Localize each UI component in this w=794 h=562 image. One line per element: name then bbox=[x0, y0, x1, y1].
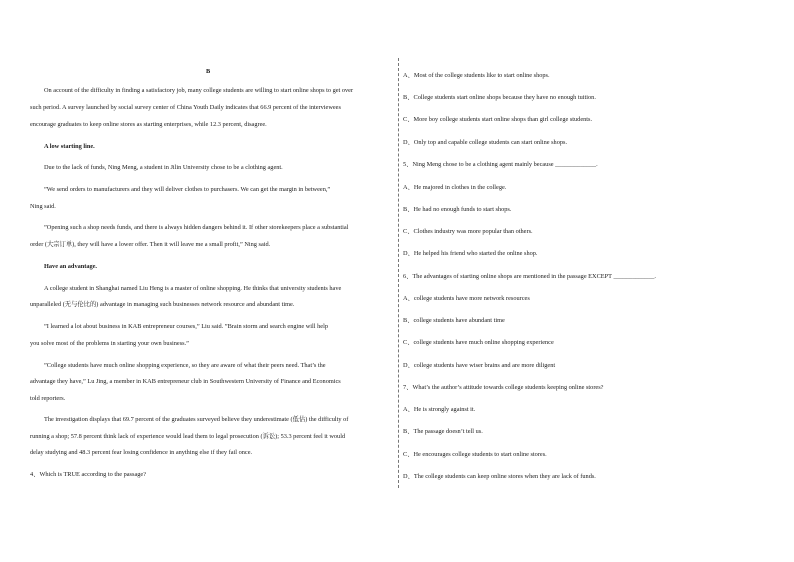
option-line: B、He had no enough funds to start shops. bbox=[403, 206, 512, 213]
option-line: C、More boy college students start online shops than girl college students. bbox=[403, 116, 593, 123]
paragraph-line: delay studying and 48.3 percent fear losing confidence in anything else if they fail once. bbox=[30, 449, 253, 456]
option-line: D、He helped his friend who started the online shop. bbox=[403, 250, 538, 257]
paragraph-line: encourage graduates to keep online stores as starting enterprises, while 12.3 percent, disagree. bbox=[30, 121, 267, 128]
paragraph-line: unparalleled (无与伦比的) advantage in managing such businesses network resource and abundant time. bbox=[30, 301, 295, 308]
section-heading: Have an advantage. bbox=[44, 263, 98, 270]
paragraph-line: The investigation displays that 69.7 percent of the graduates surveyed believe they underestimate (低估) the difficulty of bbox=[44, 416, 349, 423]
question-5-stem bbox=[403, 161, 598, 169]
option-line: D、The college students can keep online stores when they are lack of funds. bbox=[403, 473, 596, 480]
paragraph-line: Due to the lack of funds, Ning Meng, a student in Jilin University chose to be a clothing agent. bbox=[44, 164, 283, 171]
question-6-blank: _____________. bbox=[613, 273, 656, 280]
option-line: A、He is strongly against it. bbox=[403, 406, 476, 413]
question-5-blank: _____________. bbox=[555, 161, 598, 168]
question-6-stem bbox=[403, 273, 656, 281]
column-divider bbox=[398, 58, 399, 488]
paragraph-line: On account of the difficulty in finding a satisfactory job, many college students are willing to start online shops to get over bbox=[44, 87, 354, 94]
paragraph-line: you solve most of the problems in starting your own business.” bbox=[30, 340, 189, 347]
option-line: A、He majored in clothes in the college. bbox=[403, 184, 507, 191]
paragraph-line: such period. A survey launched by social survey center of China Youth Daily indicates that 66.9 percent of the interviewees bbox=[30, 104, 341, 111]
passage-label: B bbox=[206, 68, 211, 75]
question-5-text: 5、Ning Meng chose to be a clothing agent mainly because bbox=[403, 161, 554, 168]
question-6-text: 6、The advantages of starting online shops are mentioned in the passage EXCEPT bbox=[403, 273, 612, 280]
paragraph-line: Ning said. bbox=[30, 203, 56, 210]
question-4-stem: 4、Which is TRUE according to the passage? bbox=[30, 471, 146, 478]
paragraph-line: advantage they have,” Lu Jing, a member in KAB entrepreneur club in Southwestern University of Finance and Economics bbox=[30, 378, 341, 385]
option-line: B、College students start online shops because they have no enough tuition. bbox=[403, 94, 596, 101]
paragraph-line: ”We send orders to manufacturers and they will deliver clothes to purchasers. We can get the margin in between,” bbox=[44, 186, 331, 193]
option-line: B、The passage doesn’t tell us. bbox=[403, 428, 483, 435]
paragraph-line: ”Opening such a shop needs funds, and there is always hidden dangers behind it. If other storekeepers place a substantial bbox=[44, 224, 349, 231]
paragraph-line: running a shop; 57.8 percent think lack of experience would lead them to legal prosecution (诉讼); 53.3 percent feel it would bbox=[30, 433, 346, 440]
option-line: B、college students have abundant time bbox=[403, 317, 505, 324]
paragraph-line: ”College students have much online shopping experience, so they are aware of what their peers need. That’s the bbox=[44, 362, 326, 369]
paragraph-line: ”I learned a lot about business in KAB entrepreneur courses,” Liu said. ”Brain storm and search engine will help bbox=[44, 323, 328, 330]
option-line: C、college students have much online shopping experience bbox=[403, 339, 554, 346]
paragraph-line: A college student in Shanghai named Liu Heng is a master of online shopping. He thinks that university students have bbox=[44, 285, 342, 292]
option-line: D、Only top and capable college students can start online shops. bbox=[403, 139, 568, 146]
paragraph-line: order (大宗订单), they will have a lower offer. Then it will leave me a small profit,” Ning said. bbox=[30, 241, 271, 248]
question-7-stem: 7、What’s the author’s attitude towards college students keeping online stores? bbox=[403, 384, 604, 391]
option-line: C、He encourages college students to start online stores. bbox=[403, 451, 547, 458]
option-line: C、Clothes industry was more popular than others. bbox=[403, 228, 533, 235]
paragraph-line: told reporters. bbox=[30, 395, 66, 402]
option-line: D、college students have wiser brains and are more diligent bbox=[403, 362, 556, 369]
option-line: A、college students have more network resources bbox=[403, 295, 530, 302]
section-heading: A low starting line. bbox=[44, 143, 95, 150]
option-line: A、Most of the college students like to start online shops. bbox=[403, 72, 550, 79]
